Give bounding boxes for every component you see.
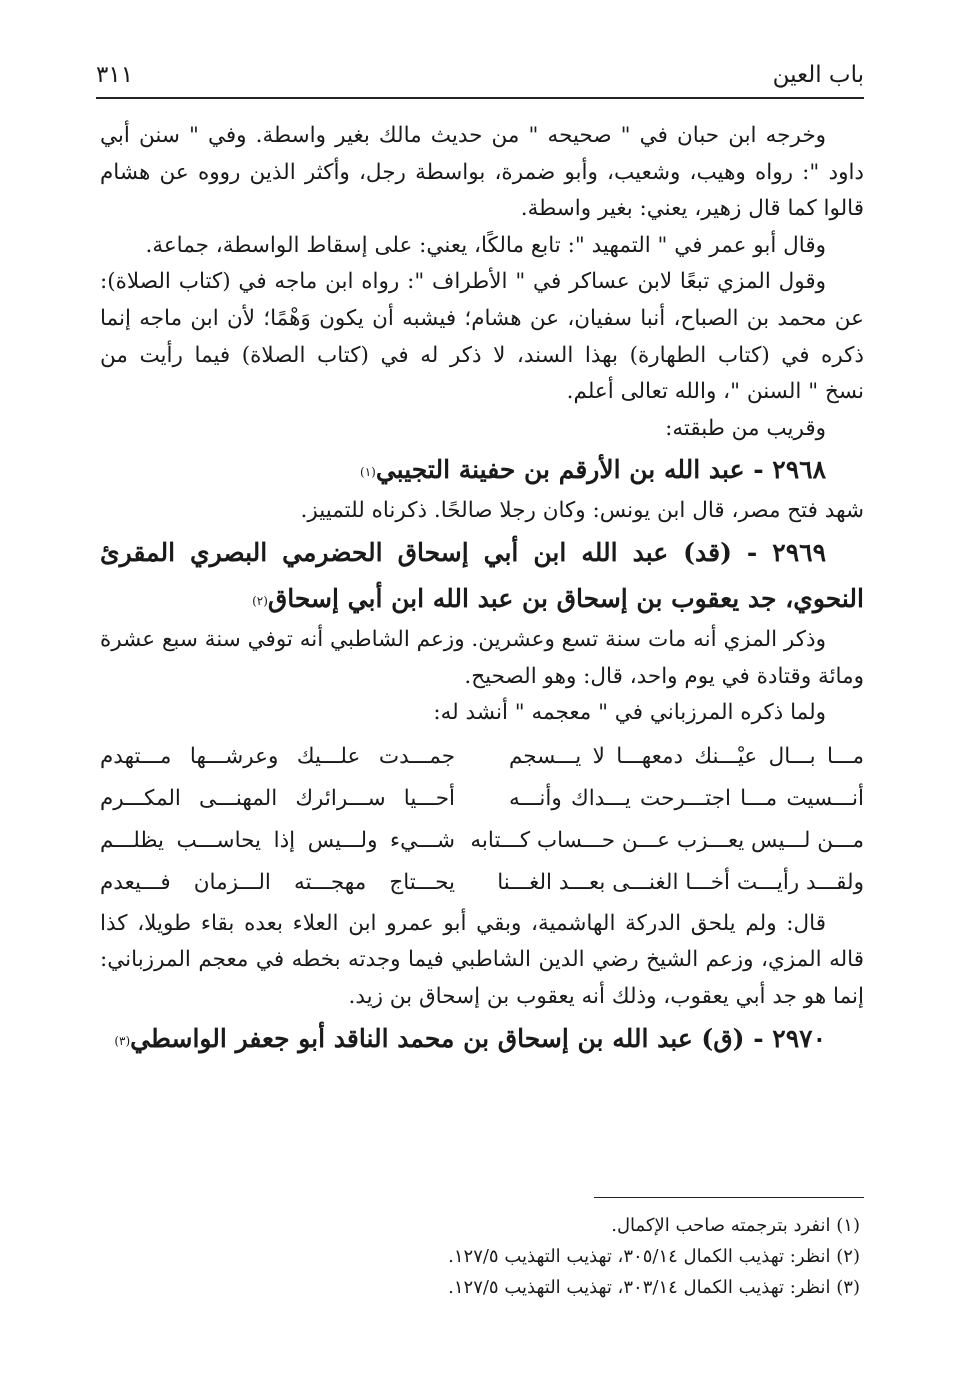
- entry-heading-2968: [100, 447, 864, 493]
- text-line: وخرجه ابن حبان في " صحيحه " من حديث مالك بغير واسطة. وفي " سنن أبي: [100, 123, 826, 148]
- verse-second-hemistich: جمـــدت علـــيك وعرشـــها مـــتهدم: [100, 743, 455, 769]
- entry-heading-2969: ٢٩٦٩ - (قد) عبد الله ابن أبي إسحاق الحضرمي البصري المقرئ: [100, 537, 826, 567]
- text-line: وقال أبو عمر في " التمهيد ": تابع مالكًا، يعني: على إسقاط الواسطة، جماعة.: [145, 232, 826, 258]
- verse-first-hemistich: ولقـــد رأيـــت أخـــا الغنـــى بعـــد الغـــنا: [497, 869, 864, 895]
- text-line: وذكر المزي أنه مات سنة تسع وعشرين. وزعم الشاطبي أنه توفي سنة سبع عشرة: [100, 626, 826, 652]
- verse-first-hemistich: مـــا بـــال عيْـــنك دمعهـــا لا يـــسجم: [509, 743, 864, 769]
- page-body: [100, 118, 864, 1062]
- text-line: إنما هو جد أبي يعقوب، وذلك أنه يعقوب بن إسحاق بن زيد.: [348, 983, 864, 1009]
- page-number: ٣١١: [96, 62, 134, 88]
- text-line: ولما ذكره المرزباني في " معجمه " أنشد له:: [433, 700, 826, 726]
- footnote: (٣) انظر: تهذيب الكمال ٣٠٣/١٤، تهذيب التهذيب ١٢٧/٥.: [448, 1277, 860, 1298]
- verse-first-hemistich: أنـــسيت مـــا اجتـــرحت يـــداك وأنـــه: [509, 785, 864, 811]
- poem-verse: [100, 820, 864, 862]
- poem: [100, 732, 864, 906]
- header-divider: [96, 97, 864, 99]
- verse-second-hemistich: يحـــتاج مهجـــته الـــزمان فـــيعدم: [100, 869, 455, 895]
- chapter-title: باب العين: [772, 62, 864, 88]
- text-line: ومائة وقتادة في يوم واحد، قال: وهو الصحيح.: [464, 663, 864, 689]
- poem-verse: [100, 736, 864, 778]
- poem-verse: [100, 778, 864, 820]
- text-line: قالوا كما قال زهير، يعني: بغير واسطة.: [520, 196, 864, 222]
- footnote: (٢) انظر: تهذيب الكمال ٣٠٥/١٤، تهذيب التهذيب ١٢٧/٥.: [448, 1246, 860, 1267]
- entry-heading-2970: [100, 1016, 864, 1062]
- entry-heading-2969-cont: [100, 576, 864, 622]
- text-line: وقول المزي تبعًا لابن عساكر في " الأطراف ": رواه ابن ماجه في (كتاب الصلاة):: [100, 269, 826, 295]
- text-line: قال: ولم يلحق الدركة الهاشمية، وبقي أبو عمرو ابن العلاء بعده بقاء طويلا، كذا: [100, 910, 826, 936]
- footnote-divider: [594, 1197, 864, 1198]
- footnote-ref: (٣): [114, 1033, 131, 1048]
- footnotes: [100, 1210, 860, 1303]
- entry-title: ٢٩٦٨ - عبد الله بن الأرقم بن حفينة التجيبي: [375, 455, 826, 485]
- text-line: وقريب من طبقته:: [665, 415, 826, 441]
- running-header: [96, 62, 864, 96]
- poem-verse: [100, 862, 864, 904]
- text-line: عن محمد بن الصباح، أنبا سفيان، عن هشام؛ فيشبه أن يكون وَهْمًا؛ لأن ابن ماجه إنما: [100, 305, 864, 331]
- text-line: نسخ " السنن "، والله تعالى أعلم.: [566, 379, 864, 405]
- text-line: داود ": رواه وهيب، وشعيب، وأبو ضمرة، بواسطة رجل، وأكثر الذين رووه عن هشام: [100, 159, 864, 185]
- entry-title: ٢٩٧٠ - (ق) عبد الله بن إسحاق بن محمد الناقد أبو جعفر الواسطي: [130, 1023, 826, 1053]
- footnote: (١) انفرد بترجمته صاحب الإكمال.: [611, 1215, 860, 1236]
- verse-second-hemistich: شـــيء ولـــيس إذا يحاســـب يظلـــم: [100, 827, 455, 853]
- verse-second-hemistich: أحـــيا ســـرائرك المهنـــى المكـــرم: [100, 785, 455, 811]
- text-line: ذكره في (كتاب الطهارة) بهذا السند، لا ذكر له في (كتاب الصلاة) فيما رأيت من: [100, 342, 864, 368]
- text-line: قاله المزي، وزعم الشيخ رضي الدين الشاطبي فيما وجدته بخطه في معجم المرزباني:: [100, 947, 864, 973]
- footnote-ref: (٢): [252, 593, 268, 608]
- entry-title: النحوي، جد يعقوب بن إسحاق بن عبد الله ابن أبي إسحاق: [267, 583, 864, 613]
- text-line: شهد فتح مصر، قال ابن يونس: وكان رجلا صالحًا. ذكرناه للتمييز.: [300, 498, 864, 524]
- footnote-ref: (١): [360, 465, 376, 480]
- verse-first-hemistich: مـــن لـــيس يعـــزب عـــن حـــساب كـــتابه: [470, 827, 864, 853]
